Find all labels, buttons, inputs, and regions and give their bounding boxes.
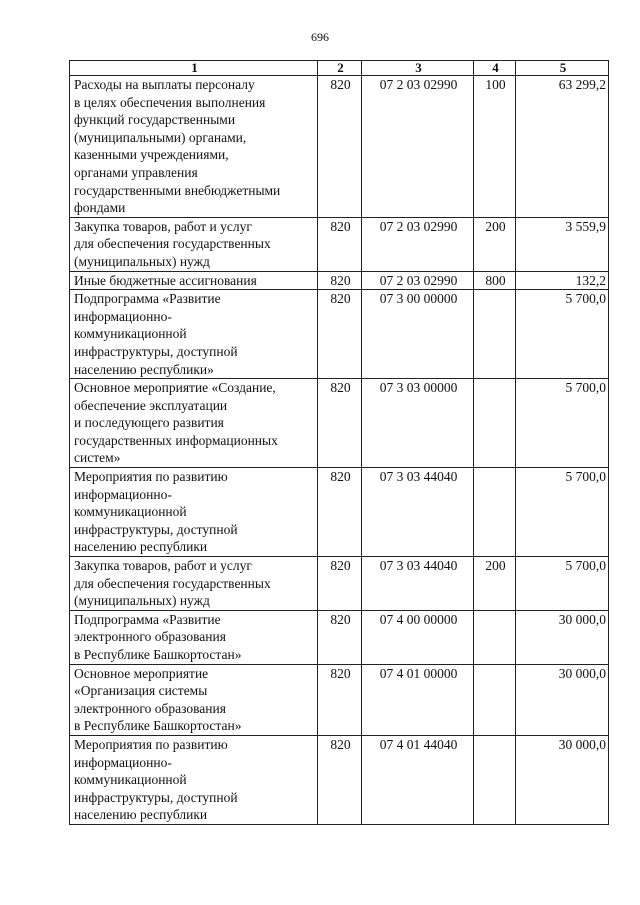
table-row [70, 217, 609, 271]
target-article-cell: 07 4 00 00000 [362, 610, 474, 664]
table-row [70, 379, 609, 468]
row-name: Основное мероприятие «Организация системы электронного образования в Республике Башкортостан» [74, 665, 242, 734]
target-article-cell: 07 3 03 00000 [362, 379, 474, 468]
page-number: 696 [311, 30, 329, 44]
expense-type-cell [474, 290, 516, 379]
row-name-cell [70, 379, 318, 468]
budget-table [69, 60, 609, 825]
row-name-cell [70, 468, 318, 557]
table-row [70, 271, 609, 290]
ministry-code-cell: 820 [318, 557, 362, 611]
target-article-cell: 07 2 03 02990 [362, 217, 474, 271]
target-article-cell: 07 4 01 44040 [362, 735, 474, 824]
ministry-code-cell: 820 [318, 217, 362, 271]
ministry-code-cell: 820 [318, 735, 362, 824]
row-name-cell [70, 557, 318, 611]
column-header-1: 1 [70, 61, 318, 76]
amount-cell: 132,2 [516, 271, 609, 290]
target-article-cell: 07 3 00 00000 [362, 290, 474, 379]
expense-type-cell [474, 664, 516, 735]
target-article-cell: 07 3 03 44040 [362, 468, 474, 557]
table-row [70, 735, 609, 824]
row-name-cell [70, 610, 318, 664]
target-article-cell: 07 4 01 00000 [362, 664, 474, 735]
row-name-cell [70, 290, 318, 379]
row-name: Расходы на выплаты персоналу в целях обеспечения выполнения функций государственными (муниципальными) органами, казенными учреждениями, органами управления государственными внебюджетными фондами [74, 77, 281, 216]
amount-cell: 30 000,0 [516, 610, 609, 664]
row-name: Подпрограмма «Развитие электронного образования в Республике Башкортостан» [74, 611, 242, 662]
expense-type-cell: 200 [474, 217, 516, 271]
row-name: Подпрограмма «Развитие информационно- коммуникационной инфраструктуры, доступной населению республики» [74, 291, 238, 377]
expense-type-cell: 100 [474, 76, 516, 218]
expense-type-cell [474, 468, 516, 557]
table-row [70, 290, 609, 379]
table-row [70, 557, 609, 611]
table-row [70, 664, 609, 735]
row-name-cell [70, 217, 318, 271]
column-header-3: 3 [362, 61, 474, 76]
ministry-code-cell: 820 [318, 664, 362, 735]
target-article-cell: 07 2 03 02990 [362, 271, 474, 290]
column-header-4: 4 [474, 61, 516, 76]
ministry-code-cell: 820 [318, 379, 362, 468]
ministry-code-cell: 820 [318, 271, 362, 290]
row-name: Основное мероприятие «Создание, обеспечение эксплуатации и последующего развития государственных информационных систем» [74, 380, 278, 466]
row-name-cell [70, 664, 318, 735]
target-article-cell: 07 3 03 44040 [362, 557, 474, 611]
amount-cell: 30 000,0 [516, 664, 609, 735]
ministry-code-cell: 820 [318, 290, 362, 379]
row-name: Мероприятия по развитию информационно- коммуникационной инфраструктуры, доступной населению республики [74, 736, 238, 823]
expense-type-cell: 200 [474, 557, 516, 611]
row-name: Закупка товаров, работ и услуг для обеспечения государственных (муниципальных) нужд [74, 558, 271, 609]
table-row [70, 76, 609, 218]
column-header-5: 5 [516, 61, 609, 76]
row-name-cell [70, 76, 318, 218]
row-name: Иные бюджетные ассигнования [74, 272, 257, 288]
amount-cell: 5 700,0 [516, 379, 609, 468]
expense-type-cell [474, 735, 516, 824]
expense-type-cell: 800 [474, 271, 516, 290]
ministry-code-cell: 820 [318, 468, 362, 557]
amount-cell: 63 299,2 [516, 76, 609, 218]
amount-cell: 3 559,9 [516, 217, 609, 271]
column-header-2: 2 [318, 61, 362, 76]
table-row [70, 468, 609, 557]
row-name: Закупка товаров, работ и услуг для обеспечения государственных (муниципальных) нужд [74, 218, 271, 269]
row-name-cell [70, 735, 318, 824]
expense-type-cell [474, 610, 516, 664]
target-article-cell: 07 2 03 02990 [362, 76, 474, 218]
amount-cell: 5 700,0 [516, 468, 609, 557]
ministry-code-cell: 820 [318, 610, 362, 664]
row-name: Мероприятия по развитию информационно- коммуникационной инфраструктуры, доступной населению республики [74, 469, 238, 555]
amount-cell: 30 000,0 [516, 735, 609, 824]
table-row [70, 610, 609, 664]
table-header-row [70, 61, 609, 76]
amount-cell: 5 700,0 [516, 290, 609, 379]
ministry-code-cell: 820 [318, 76, 362, 218]
row-name-cell [70, 271, 318, 290]
expense-type-cell [474, 379, 516, 468]
amount-cell: 5 700,0 [516, 557, 609, 611]
